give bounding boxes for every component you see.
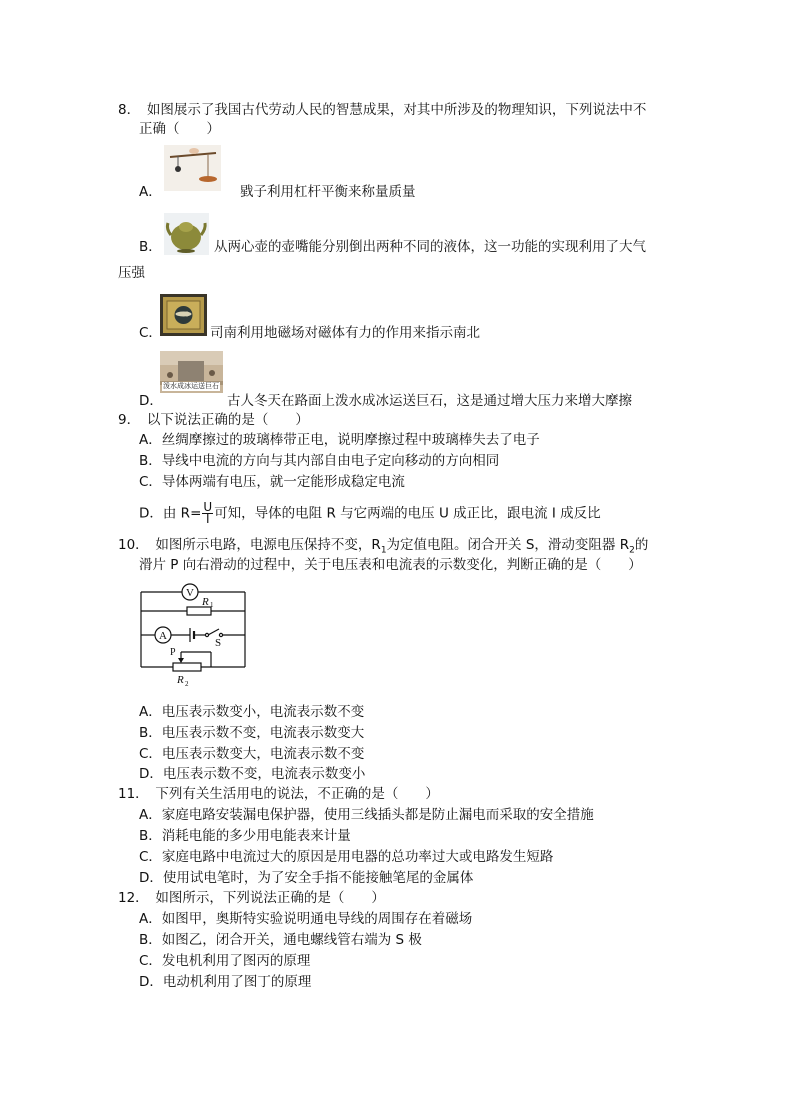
- q10-option-a: A．电压表示数变小，电流表示数不变: [139, 704, 365, 720]
- sinan-compass-image: [160, 294, 207, 336]
- q12-stem: 12． 如图所示，下列说法正确的是（ ）: [118, 890, 385, 906]
- r1-subscript: 1: [210, 601, 214, 609]
- q10-stem-line2: 滑片 P 向右滑动的过程中，关于电压表和电流表的示数变化，判断正确的是（ ）: [139, 557, 642, 573]
- q11-option-d: D．使用试电笔时，为了安全手指不能接触笔尾的金属体: [139, 870, 474, 886]
- q12-option-c: C．发电机利用了图丙的原理: [139, 953, 311, 969]
- q11-stem: 11． 下列有关生活用电的说法，不正确的是（ ）: [118, 786, 439, 802]
- q10-stem-sub2: 2: [629, 545, 635, 556]
- q11-option-a: A．家庭电路安装漏电保护器，使用三线插头都是防止漏电而采取的安全措施: [139, 807, 594, 823]
- q8-option-b-letter: B．: [139, 239, 162, 255]
- q9-option-d-pre: D．由 R=: [139, 505, 202, 522]
- r2-subscript: 2: [185, 680, 189, 688]
- r2-label: R: [177, 674, 184, 686]
- ammeter-label: A: [159, 630, 167, 642]
- image-caption: 泼水成冰运送巨石: [163, 382, 219, 390]
- q10-stem-sub1: 1: [380, 545, 387, 556]
- q9-option-a: A．丝绸摩擦过的玻璃棒带正电，说明摩擦过程中玻璃棒失去了电子: [139, 432, 540, 448]
- q12-option-b: B．如图乙，闭合开关，通电螺线管右端为 S 极: [139, 932, 422, 948]
- q8-option-d-text: 古人冬天在路面上泼水成冰运送巨石，这是通过增大压力来增大摩擦: [227, 393, 632, 409]
- q10-option-b: B．电压表示数不变，电流表示数变大: [139, 725, 365, 741]
- q12-option-d: D．电动机利用了图丁的原理: [139, 974, 312, 990]
- q11-option-b: B．消耗电能的多少用电能表来计量: [139, 828, 351, 844]
- q10-stem-part: 的: [634, 537, 649, 553]
- q9-option-d: [139, 502, 601, 525]
- q8-option-a-text: 戥子利用杠杆平衡来称量质量: [240, 184, 416, 200]
- q8-option-b-text-cont: 压强: [118, 265, 145, 281]
- dengzi-scale-image: [164, 145, 221, 191]
- q12-option-a: A．如图甲，奥斯特实验说明通电导线的周围存在着磁场: [139, 911, 473, 927]
- voltmeter-label: V: [186, 587, 194, 599]
- q9-option-b: B．导线中电流的方向与其内部自由电子定向移动的方向相同: [139, 453, 500, 469]
- two-heart-pot-image: [164, 213, 209, 255]
- q9-option-c: C．导体两端有电压，就一定能形成稳定电流: [139, 474, 405, 490]
- q8-option-b-text: 从两心壶的壶嘴能分别倒出两种不同的液体，这一功能的实现利用了大气: [214, 239, 646, 255]
- r1-label: R: [202, 596, 209, 608]
- q8-stem-line2: 正确（ ）: [139, 121, 220, 137]
- q10-stem-part: 10． 如图所示电路，电源电压保持不变，R: [118, 537, 381, 553]
- q8-option-c-text: 司南利用地磁场对磁体有力的作用来指示南北: [210, 325, 480, 341]
- fraction-denominator: I: [206, 512, 210, 526]
- q8-option-c-letter: C．: [139, 325, 162, 341]
- q10-stem-part: 为定值电阻。闭合开关 S，滑动变阻器 R: [386, 537, 630, 553]
- circuit-diagram: [135, 580, 250, 690]
- q10-option-d: D．电压表示数不变，电流表示数变小: [139, 766, 366, 782]
- q9-option-d-post: 可知，导体的电阻 R 与它两端的电压 U 成正比，跟电流 I 成反比: [214, 505, 601, 522]
- q9-stem: 9． 以下说法正确的是（ ）: [118, 412, 309, 428]
- formula-fraction: [202, 502, 213, 525]
- q8-option-d-letter: D．: [139, 393, 163, 409]
- q10-option-c: C．电压表示数变大，电流表示数不变: [139, 746, 365, 762]
- q11-option-c: C．家庭电路中电流过大的原因是用电器的总功率过大或电路发生短路: [139, 849, 554, 865]
- fraction-numerator: U: [203, 500, 213, 514]
- q8-stem-line1: 8． 如图展示了我国古代劳动人民的智慧成果，对其中所涉及的物理知识，下列说法中不: [118, 102, 647, 118]
- q8-option-a-letter: A．: [139, 184, 162, 200]
- slider-label: P: [170, 647, 176, 658]
- switch-label: S: [215, 637, 222, 649]
